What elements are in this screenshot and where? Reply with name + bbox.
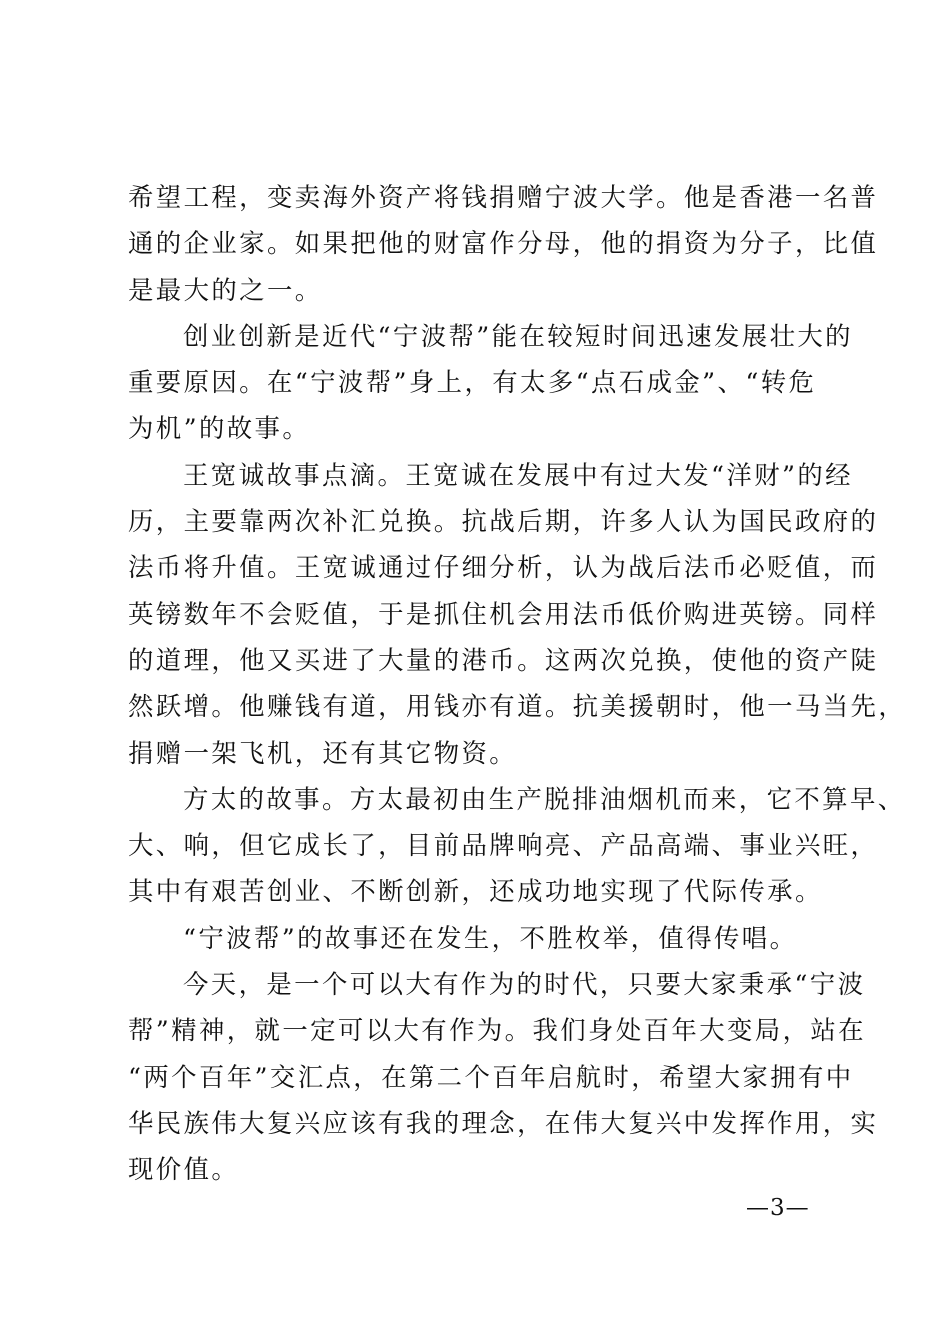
text-line: 其中有艰苦创业、不断创新，还成功地实现了代际传承。 [128,876,823,907]
text-line: “两个百年”交汇点，在第二个百年启航时，希望大家拥有中 [128,1061,854,1092]
paragraph-start-line: 王宽诚故事点滴。王宽诚在发展中有过大发“洋财”的经 [183,459,853,490]
text-line: 华民族伟大复兴应该有我的理念，在伟大复兴中发挥作用，实 [128,1107,879,1138]
text-line: 帮”精神，就一定可以大有作为。我们身处百年大变局，站在 [128,1015,866,1046]
text-line: 英镑数年不会贬值，于是抓住机会用法币低价购进英镑。同样 [128,598,879,629]
text-line: 捐赠一架飞机，还有其它物资。 [128,737,518,768]
text-line: 现价值。 [128,1154,240,1185]
text-line: 的道理，他又买进了大量的港币。这两次兑换，使他的资产陡 [128,644,879,675]
page-number: —3— [746,1195,810,1221]
text-line: 通的企业家。如果把他的财富作分母，他的捐资为分子，比值 [128,228,879,259]
paragraph-start-line: 今天，是一个可以大有作为的时代，只要大家秉承“宁波 [183,969,866,1000]
text-line: 法币将升值。王宽诚通过仔细分析，认为战后法币必贬值，而 [128,552,879,583]
text-line: 希望工程，变卖海外资产将钱捐赠宁波大学。他是香港一名普 [128,182,879,212]
text-line: 然跃增。他赚钱有道，用钱亦有道。抗美援朝时，他一马当先， [128,691,907,722]
text-line: 是最大的之一。 [128,274,323,305]
paragraph-start-line: 创业创新是近代“宁波帮”能在较短时间迅速发展壮大的 [183,320,853,351]
paragraph-start-line: “宁波帮”的故事还在发生，不胜枚举，值得传唱。 [183,922,798,953]
text-line: 历，主要靠两次补汇兑换。抗战后期，许多人认为国民政府的 [128,506,879,537]
text-line: 重要原因。在“宁波帮”身上，有太多“点石成金”、“转危 [128,367,817,398]
body-text [128,174,907,1193]
paragraph-start-line: 方太的故事。方太最初由生产脱排油烟机而来，它不算早、 [183,783,906,814]
text-line: 大、响，但它成长了，目前品牌响亮、产品高端、事业兴旺， [128,830,879,861]
text-line: 为机”的故事。 [128,413,311,444]
